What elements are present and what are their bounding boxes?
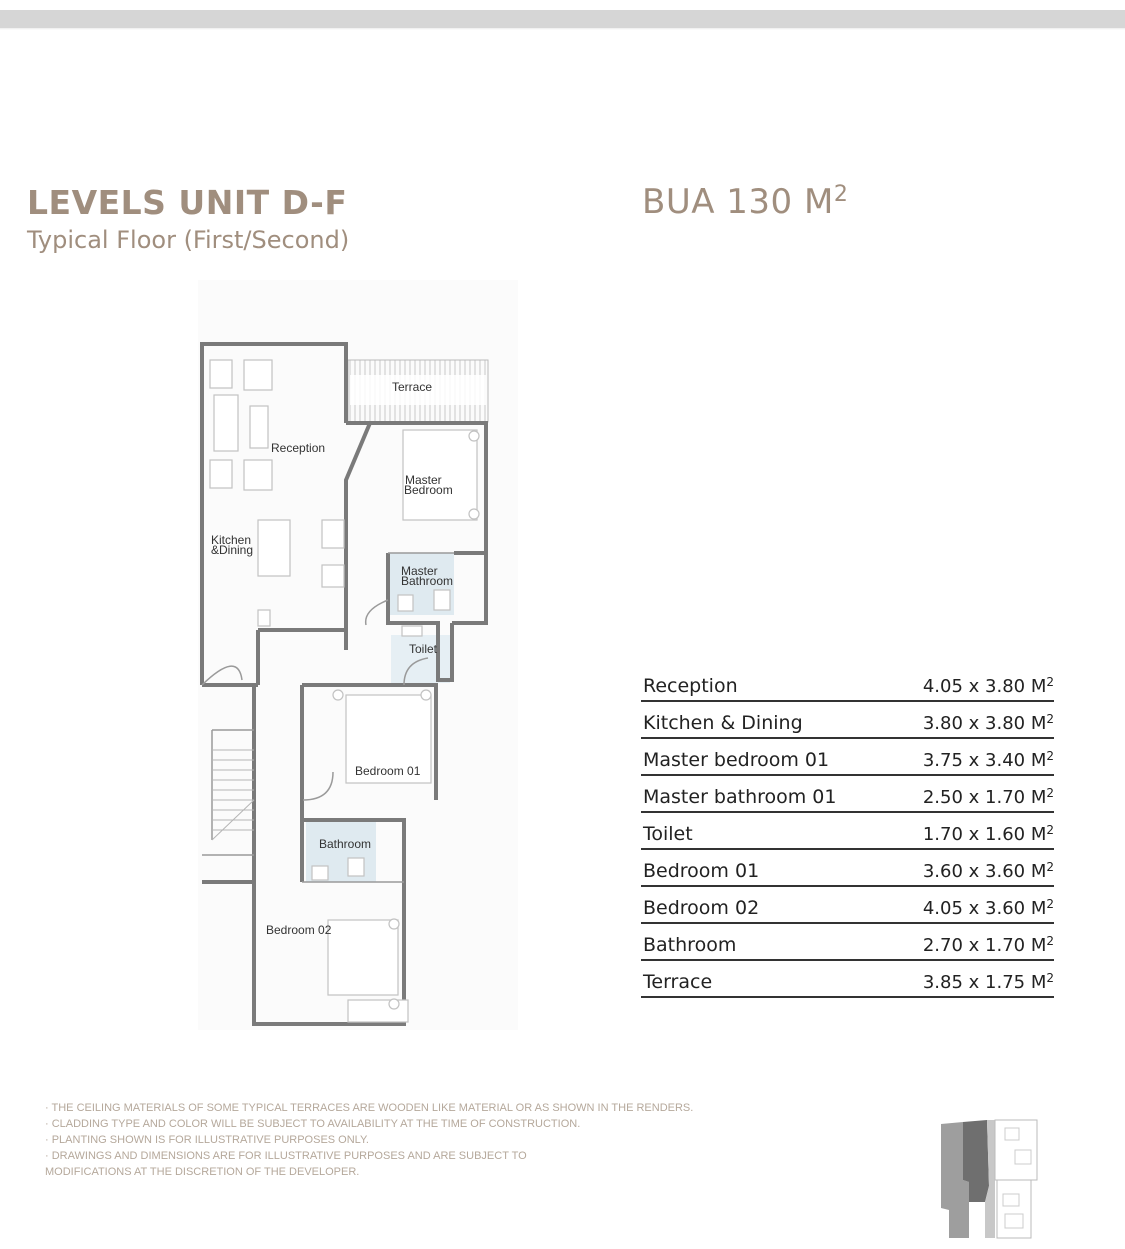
room-size [923, 934, 1054, 956]
room-name: Bedroom 02 [643, 897, 760, 919]
room-row [641, 702, 1054, 739]
room-size [923, 823, 1054, 845]
room-size-unit-sup: 2 [1046, 749, 1054, 763]
room-row [641, 850, 1054, 887]
plan-label-master-bath-1: Master [401, 564, 438, 578]
room-schedule [641, 665, 1054, 998]
plan-label-bedroom-02: Bedroom 02 [266, 923, 332, 937]
room-row [641, 813, 1054, 850]
room-size-value: 3.60 x 3.60 M [922, 861, 1047, 882]
room-name: Terrace [643, 971, 713, 993]
room-size-unit-sup: 2 [1046, 934, 1054, 948]
room-size [923, 675, 1054, 697]
plan-label-kitchen-2: &Dining [211, 543, 254, 557]
room-size-value: 3.85 x 1.75 M [922, 972, 1047, 993]
room-name: Reception [643, 675, 738, 697]
room-size-value: 3.75 x 3.40 M [922, 750, 1047, 771]
plan-label-bedroom-01: Bedroom 01 [355, 764, 421, 778]
room-size-value: 3.80 x 3.80 M [922, 713, 1047, 734]
room-size [923, 712, 1054, 734]
plan-label-terrace: Terrace [392, 380, 433, 394]
room-row [641, 739, 1054, 776]
plan-label-toilet: Toilet [409, 642, 438, 656]
room-size-unit-sup: 2 [1046, 786, 1054, 800]
key-plan-thumbnail [935, 1110, 1045, 1240]
room-size [923, 749, 1054, 771]
room-size-unit-sup: 2 [1046, 823, 1054, 837]
floor-plan [198, 280, 518, 1030]
note-line: · CLADDING TYPE AND COLOR WILL BE SUBJECT TO AVAILABILITY AT THE TIME OF CONSTRUCTION. [45, 1118, 581, 1130]
room-name: Bedroom 01 [643, 860, 760, 882]
plan-label-master-bedroom-1: Master [405, 473, 442, 487]
room-row [641, 887, 1054, 924]
room-size-value: 2.50 x 1.70 M [922, 787, 1047, 808]
room-size-value: 4.05 x 3.80 M [922, 676, 1047, 697]
room-name: Bathroom [643, 934, 737, 956]
page-subtitle: Typical Floor (First/Second) [27, 226, 350, 254]
plan-label-master-bedroom-2: Bedroom [404, 483, 453, 497]
room-name: Kitchen & Dining [643, 712, 803, 734]
note-line: · DRAWINGS AND DIMENSIONS ARE FOR ILLUSTRATIVE PURPOSES AND ARE SUBJECT TO [45, 1150, 527, 1162]
note-line: · THE CEILING MATERIALS OF SOME TYPICAL TERRACES ARE WOODEN LIKE MATERIAL OR AS SHOWN IN THE RENDERS. [45, 1102, 694, 1114]
note-line: MODIFICATIONS AT THE DISCRETION OF THE DEVELOPER. [45, 1166, 360, 1178]
plan-label-reception: Reception [271, 441, 326, 455]
page-title: LEVELS UNIT D-F [27, 183, 348, 222]
room-row [641, 776, 1054, 813]
room-row [641, 665, 1054, 702]
room-size-unit-sup: 2 [1046, 971, 1054, 985]
room-row [641, 924, 1054, 961]
room-name: Master bathroom 01 [643, 786, 837, 808]
room-size-unit-sup: 2 [1046, 675, 1054, 689]
bua-superscript: 2 [833, 182, 849, 207]
disclaimer-notes [45, 1100, 745, 1180]
plan-label-kitchen-1: Kitchen [211, 533, 252, 547]
room-size [923, 971, 1054, 993]
top-bar [0, 0, 1125, 30]
note-line: · PLANTING SHOWN IS FOR ILLUSTRATIVE PURPOSES ONLY. [45, 1134, 369, 1146]
room-name: Toilet [643, 823, 693, 845]
room-size [923, 860, 1054, 882]
plan-label-bathroom: Bathroom [319, 837, 372, 851]
room-size-unit-sup: 2 [1046, 860, 1054, 874]
room-size [923, 786, 1054, 808]
bua-label [642, 182, 848, 222]
plan-label-master-bath-2: Bathroom [401, 574, 454, 588]
room-size-unit-sup: 2 [1046, 897, 1054, 911]
room-size-unit-sup: 2 [1046, 712, 1054, 726]
room-name: Master bedroom 01 [643, 749, 830, 771]
room-size [923, 897, 1054, 919]
room-row [641, 961, 1054, 998]
room-size-value: 1.70 x 1.60 M [922, 824, 1047, 845]
room-size-value: 4.05 x 3.60 M [922, 898, 1047, 919]
bua-text: BUA 130 M [642, 182, 834, 222]
room-size-value: 2.70 x 1.70 M [922, 935, 1047, 956]
